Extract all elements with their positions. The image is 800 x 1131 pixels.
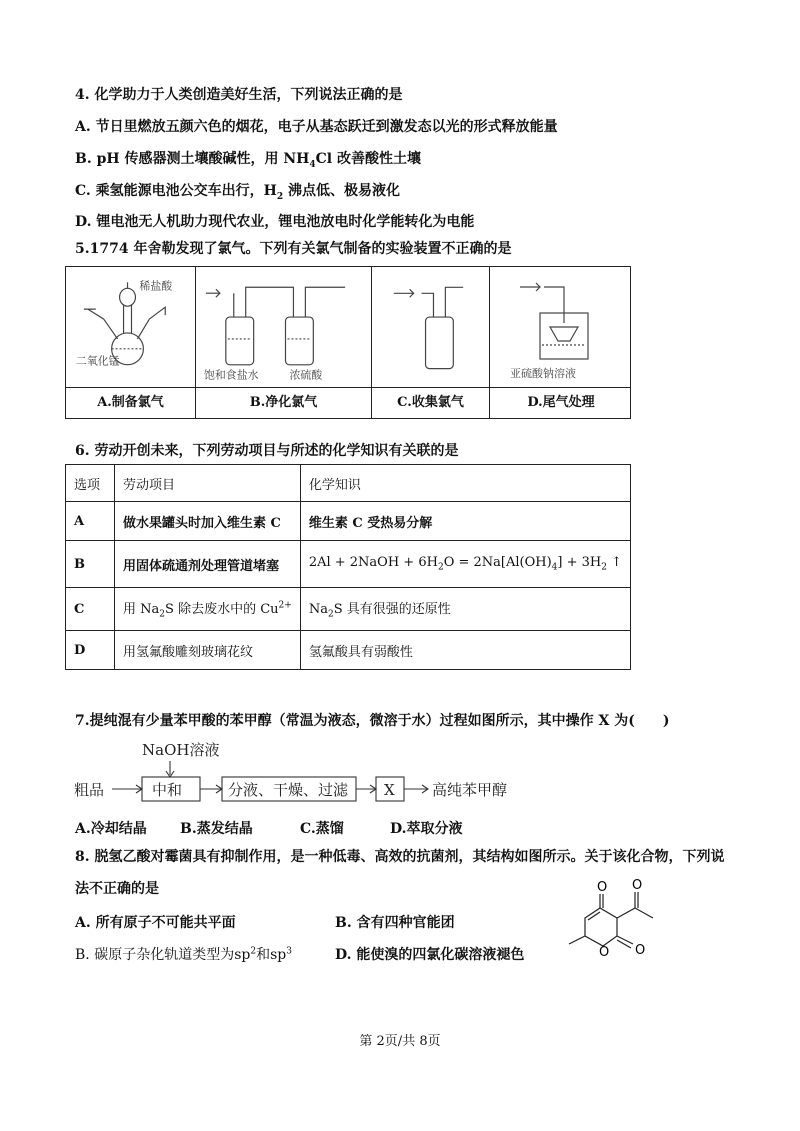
q4-c-post: 沸点低、极易液化: [283, 183, 401, 199]
q4-b-post: Cl 改善酸性土壤: [315, 151, 421, 167]
label-mno2: 二氧化锰: [75, 354, 120, 368]
q6-knowledge-c: [300, 588, 630, 631]
caption-d: D.尾气处理: [527, 395, 595, 410]
q7-option-d: D.萃取分液: [390, 821, 463, 837]
q5-apparatus-table: [65, 266, 631, 419]
q5-stem: 5.1774 年舍勒发现了氯气。下列有关氯气制备的实验装置不正确的是: [75, 241, 512, 257]
q4-stem: 4. 化学助力于人类创造美好生活，下列说法正确的是: [75, 87, 403, 103]
flask-apparatus-drawing: [66, 267, 195, 387]
flow-start: 粗品: [74, 781, 105, 799]
eq-p2: O = 2Na[Al(OH): [443, 555, 552, 571]
q6-knowledge-d: 氢氟酸具有弱酸性: [300, 631, 630, 670]
table-row: [66, 588, 631, 631]
q4-option-c: [75, 180, 400, 202]
q6-ck-post: S 具有很强的还原性: [333, 602, 451, 618]
q7-option-b: B.蒸发结晶: [180, 821, 253, 837]
eq-s1: 2: [437, 562, 444, 573]
caption-b: B.净化氯气: [249, 395, 318, 410]
q6-knowledge-a: 维生素 C 受热易分解: [300, 502, 630, 541]
q6-ck-sub: 2: [327, 609, 334, 620]
table-row: [66, 541, 631, 588]
q6-header-option: 选项: [66, 465, 115, 502]
q8-c-pre: B. 碳原子杂化轨道类型为sp: [75, 947, 251, 963]
label-conc-h2so4: 浓硫酸: [289, 368, 323, 382]
atom-o-4: O: [635, 943, 646, 958]
q6-header-project: 劳动项目: [115, 465, 301, 502]
q6-stem: 6. 劳动开创未来，下列劳动项目与所述的化学知识有关联的是: [75, 443, 459, 459]
q4-option-b: [75, 148, 421, 170]
q6-project-a: 做水果罐头时加入维生素 C: [115, 502, 301, 541]
q6-ck-pre: Na: [308, 602, 328, 618]
dehydroacetic-acid-structure: [555, 878, 705, 963]
eq-p1: 2Al + 2NaOH + 6H: [308, 555, 438, 571]
q4-b-pre: B. pH 传感器测土壤酸碱性，用 NH: [75, 151, 310, 167]
page-footer: 第 2页/共 8页: [359, 1034, 441, 1049]
atom-o-1: O: [597, 880, 608, 895]
q8-stem-line1: 8. 脱氢乙酸对霉菌具有抑制作用，是一种低毒、高效的抗菌剂，其结构如图所示。关于该化合物，下列说: [75, 849, 725, 865]
q5-row-divider: [66, 387, 630, 388]
table-row: [66, 631, 631, 670]
q4-c-sub: 2: [276, 191, 284, 202]
flow-end: 高纯苯甲醇: [432, 781, 508, 799]
flow-step3: X: [384, 781, 395, 799]
eq-p3: ] + 3H: [557, 555, 602, 571]
q6-project-d: 用氢氟酸雕刻玻璃花纹: [115, 631, 301, 670]
q6-project-b: 用固体疏通剂处理管道堵塞: [115, 541, 301, 588]
q5-cell-d: [490, 267, 632, 418]
q6-table: [65, 464, 631, 670]
label-na2so3: 亚硫酸钠溶液: [510, 367, 576, 380]
q8-option-a: A. 所有原子不可能共平面: [75, 915, 236, 931]
table-row: [66, 502, 631, 541]
tail-gas-drawing: [490, 267, 632, 387]
q6-opt-c: C: [66, 588, 115, 631]
q7-stem: 7.提纯混有少量苯甲酸的苯甲醇（常温为液态，微溶于水）过程如图所示，其中操作 X 为( ): [75, 713, 670, 729]
eq-s2: 4: [551, 562, 558, 573]
q7-option-c: C.蒸馏: [300, 821, 344, 837]
q8-c-sup1: 2: [250, 946, 257, 957]
flow-step1: 中和: [152, 781, 183, 799]
q5-cell-a: [66, 267, 196, 418]
q6-opt-d: D: [66, 631, 115, 670]
q5-cell-c: [372, 267, 490, 418]
q4-c-pre: C. 乘氢能源电池公交车出行，H: [75, 183, 277, 199]
label-dilute-hcl: 稀盐酸: [139, 279, 173, 293]
q6-c-sup: 2+: [278, 600, 292, 611]
q6-equation: [300, 541, 630, 588]
q6-header-row: [66, 465, 631, 502]
atom-o-2: O: [632, 878, 643, 893]
caption-c: C.收集氯气: [397, 395, 464, 410]
wash-bottles-drawing: [196, 267, 371, 387]
q7-flow-diagram: [72, 735, 632, 815]
q4-option-d: D. 锂电池无人机助力现代农业，锂电池放电时化学能转化为电能: [75, 214, 475, 230]
q6-c-pre: 用 Na: [123, 602, 160, 618]
atom-o-3: O: [599, 945, 610, 960]
caption-a: A.制备氯气: [97, 395, 164, 410]
q5-cell-b: [196, 267, 372, 418]
q8-option-d: D. 能使溴的四氯化碳溶液褪色: [335, 947, 525, 963]
q8-option-b: B. 含有四种官能团: [335, 915, 455, 931]
q6-opt-a: A: [66, 502, 115, 541]
q6-c-mid: S 除去废水中的 Cu: [165, 602, 279, 618]
q8-stem-line2: 法不正确的是: [75, 881, 159, 897]
q6-opt-b: B: [66, 541, 115, 588]
gas-collector-drawing: [372, 267, 489, 387]
q4-option-a: A. 节日里燃放五颜六色的烟花，电子从基态跃迁到激发态以光的形式释放能量: [75, 119, 558, 135]
q4-b-sub: 4: [309, 159, 316, 170]
eq-s3: 2: [601, 562, 607, 573]
q8-c-mid: 和sp: [256, 947, 287, 963]
q7-option-a: A.冷却结晶: [75, 821, 147, 837]
q6-c-sub: 2: [159, 609, 166, 620]
q6-header-knowledge: 化学知识: [300, 465, 630, 502]
flow-step2: 分液、干燥、过滤: [228, 781, 349, 799]
flow-reagent: NaOH溶液: [142, 741, 220, 759]
label-sat-nacl: 饱和食盐水: [203, 368, 259, 382]
q8-c-sup2: 3: [286, 946, 292, 957]
eq-p4: ↑: [606, 555, 622, 571]
q6-project-c: [115, 588, 301, 631]
q8-option-c: [75, 944, 292, 964]
